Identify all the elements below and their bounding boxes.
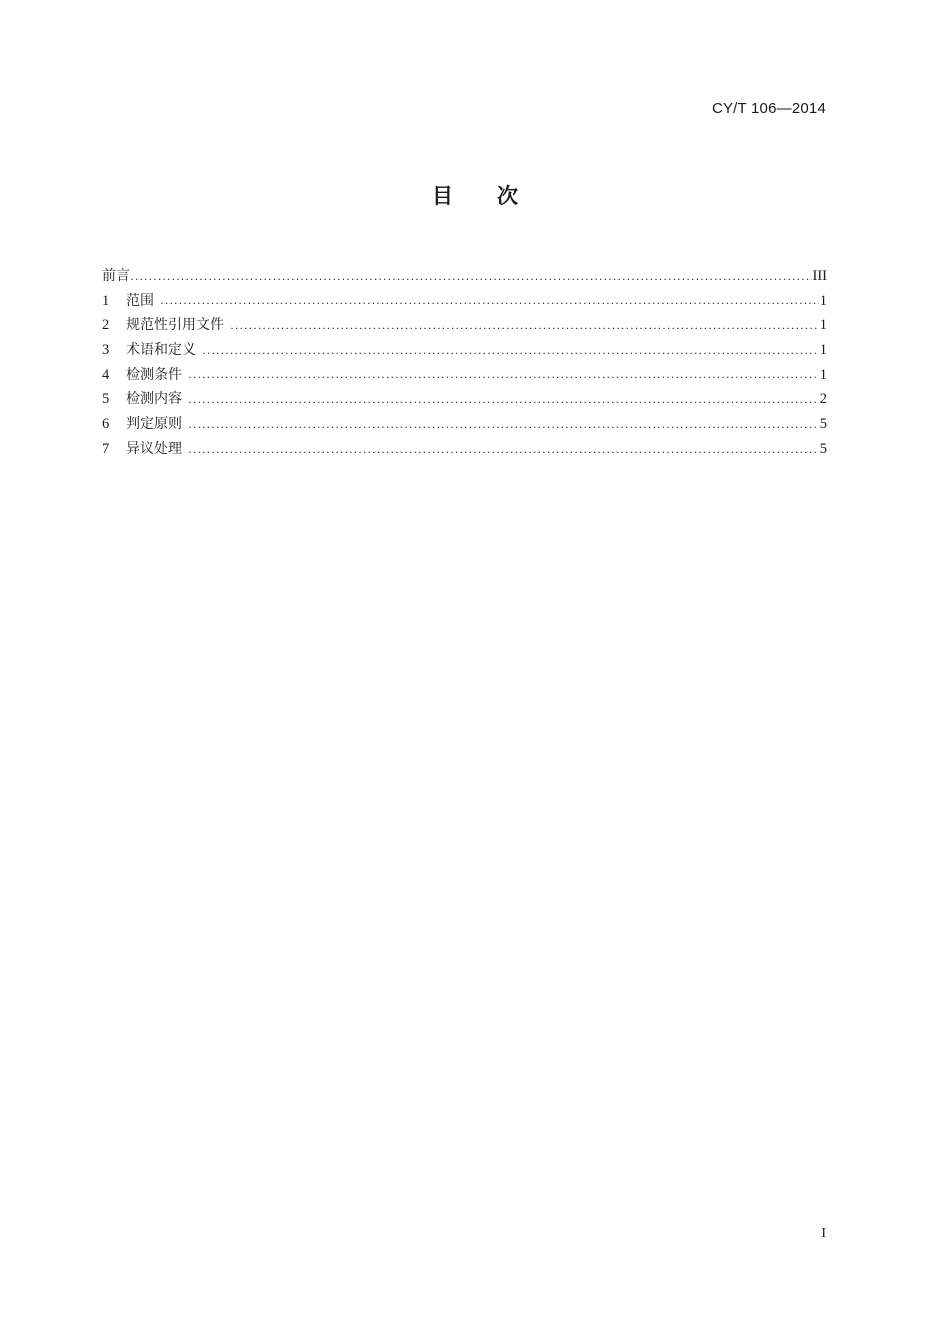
toc-item-label: 规范性引用文件 bbox=[126, 317, 224, 334]
toc-item-page: 5 bbox=[819, 416, 827, 433]
toc-item-label: 判定原则 bbox=[126, 416, 182, 433]
document-code: CY/T 106—2014 bbox=[711, 100, 826, 117]
page-title bbox=[0, 180, 950, 210]
toc-item-number: 3 bbox=[102, 342, 110, 359]
table-of-contents bbox=[102, 264, 827, 462]
toc-item-label: 前言 bbox=[102, 267, 130, 284]
toc-dot-leader bbox=[188, 387, 819, 412]
title-char-2: 次 bbox=[497, 184, 518, 208]
toc-item-judgment-principles[interactable] bbox=[102, 412, 827, 437]
toc-item-page: 2 bbox=[819, 391, 827, 408]
toc-dot-leader bbox=[230, 313, 819, 338]
toc-item-terms-definitions[interactable] bbox=[102, 338, 827, 363]
toc-dot-leader bbox=[188, 363, 819, 388]
toc-dot-leader bbox=[188, 412, 819, 437]
toc-item-page: 1 bbox=[819, 317, 827, 334]
toc-item-number: 5 bbox=[102, 391, 110, 408]
toc-item-label: 检测内容 bbox=[126, 391, 182, 408]
toc-item-page: 1 bbox=[819, 366, 827, 383]
toc-item-test-content[interactable] bbox=[102, 387, 827, 412]
toc-item-number: 6 bbox=[102, 416, 110, 433]
toc-item-label: 术语和定义 bbox=[126, 342, 196, 359]
toc-item-number: 4 bbox=[102, 366, 110, 383]
title-char-1: 目 bbox=[432, 184, 453, 208]
toc-item-test-conditions[interactable] bbox=[102, 363, 827, 388]
toc-item-page: 1 bbox=[819, 342, 827, 359]
toc-dot-leader bbox=[160, 289, 819, 314]
toc-dot-leader bbox=[188, 437, 819, 462]
toc-item-number: 1 bbox=[102, 292, 110, 309]
page-number: I bbox=[821, 1226, 826, 1241]
toc-dot-leader bbox=[130, 264, 812, 289]
toc-item-number: 7 bbox=[102, 440, 110, 457]
toc-item-number: 2 bbox=[102, 317, 110, 334]
toc-item-page: 1 bbox=[819, 292, 827, 309]
toc-item-label: 范围 bbox=[126, 292, 154, 309]
toc-item-page: III bbox=[812, 267, 827, 284]
toc-item-page: 5 bbox=[819, 440, 827, 457]
toc-item-preface[interactable] bbox=[102, 264, 827, 289]
toc-item-normative-references[interactable] bbox=[102, 313, 827, 338]
toc-item-label: 检测条件 bbox=[126, 366, 182, 383]
toc-item-dispute-handling[interactable] bbox=[102, 437, 827, 462]
toc-dot-leader bbox=[202, 338, 819, 363]
toc-item-label: 异议处理 bbox=[126, 440, 182, 457]
toc-item-scope[interactable] bbox=[102, 289, 827, 314]
